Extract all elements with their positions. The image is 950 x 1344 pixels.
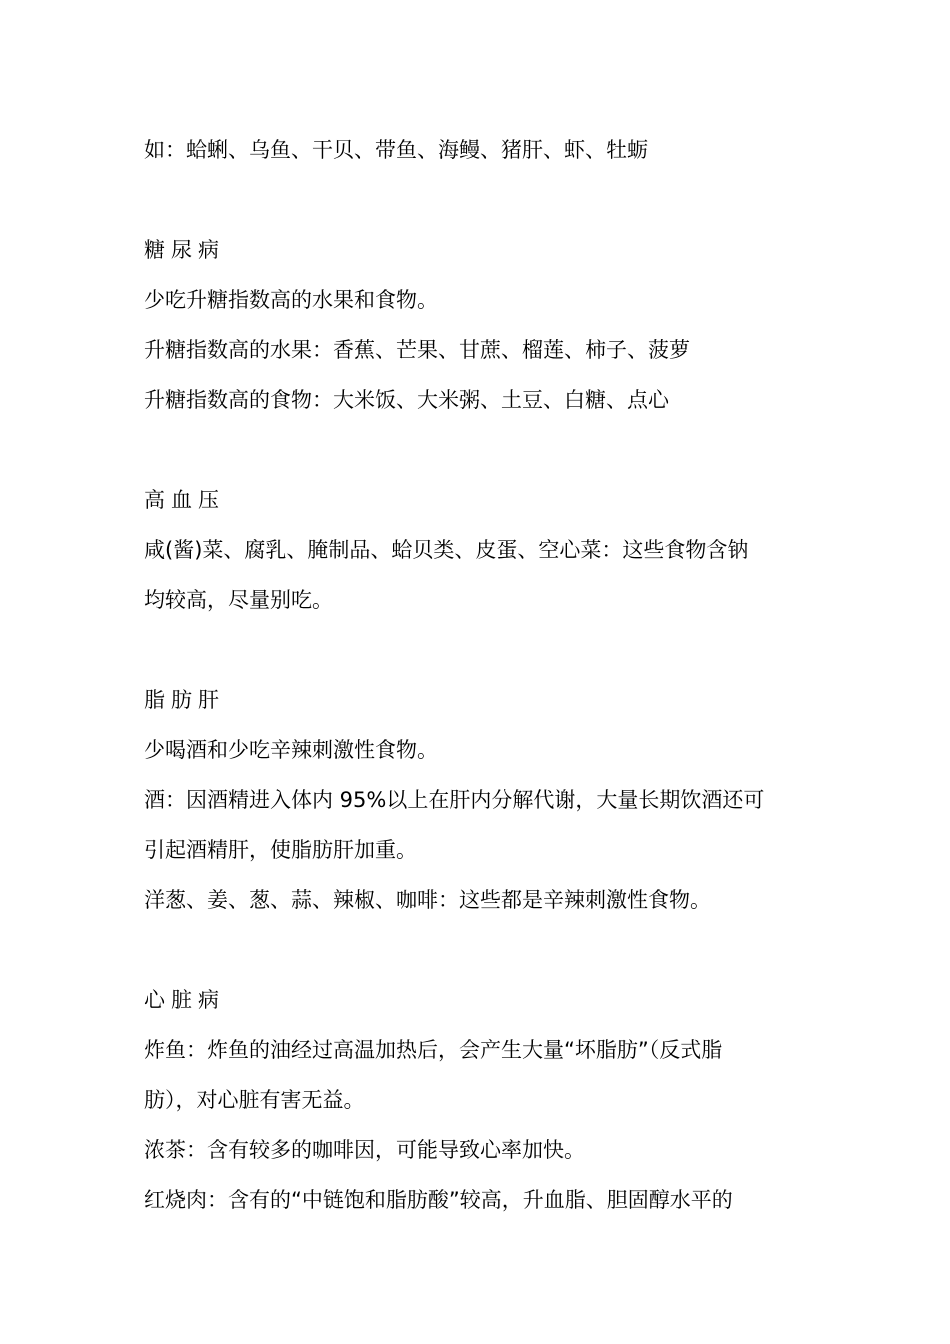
heart-disease-line: 浓茶：含有较多的咖啡因，可能导致心率加快。: [144, 1138, 585, 1162]
spacer: [144, 175, 809, 225]
diabetes-line: 少吃升糖指数高的水果和食物。: [144, 288, 438, 312]
intro-line: 如：蛤蜊、乌鱼、干贝、带鱼、海鳗、猪肝、虾、牡蛎: [144, 138, 648, 162]
heart-disease-line: 炸鱼：炸鱼的油经过高温加热后，会产生大量“坏脂肪”（反式脂: [144, 1038, 723, 1062]
section-heading-diabetes: 糖尿病: [144, 238, 225, 262]
spacer: [144, 625, 809, 675]
spacer: [144, 925, 809, 975]
fatty-liver-line: 少喝酒和少吃辛辣刺激性食物。: [144, 738, 438, 762]
section-heading-fatty-liver: 脂肪肝: [144, 688, 225, 712]
diabetes-line: 升糖指数高的水果：香蕉、芒果、甘蔗、榴莲、柿子、菠萝: [144, 338, 690, 362]
spacer: [144, 425, 809, 475]
heart-disease-line: 肪），对心脏有害无益。: [144, 1088, 365, 1112]
fatty-liver-line: 洋葱、姜、葱、蒜、辣椒、咖啡：这些都是辛辣刺激性食物。: [144, 888, 711, 912]
hypertension-line: 咸(酱)菜、腐乳、腌制品、蛤贝类、皮蛋、空心菜：这些食物含钠: [144, 538, 749, 562]
fatty-liver-line: 引起酒精肝，使脂肪肝加重。: [144, 838, 417, 862]
heart-disease-line: 红烧肉：含有的“中链饱和脂肪酸”较高，升血脂、胆固醇水平的: [144, 1188, 733, 1212]
fatty-liver-line: 酒：因酒精进入体内 95%以上在肝内分解代谢，大量长期饮酒还可: [144, 788, 765, 812]
section-heading-hypertension: 高血压: [144, 488, 225, 512]
section-heading-heart-disease: 心脏病: [144, 988, 225, 1012]
diabetes-line: 升糖指数高的食物：大米饭、大米粥、土豆、白糖、点心: [144, 388, 669, 412]
hypertension-line: 均较高，尽量别吃。: [144, 588, 333, 612]
document-page: [144, 125, 809, 1225]
